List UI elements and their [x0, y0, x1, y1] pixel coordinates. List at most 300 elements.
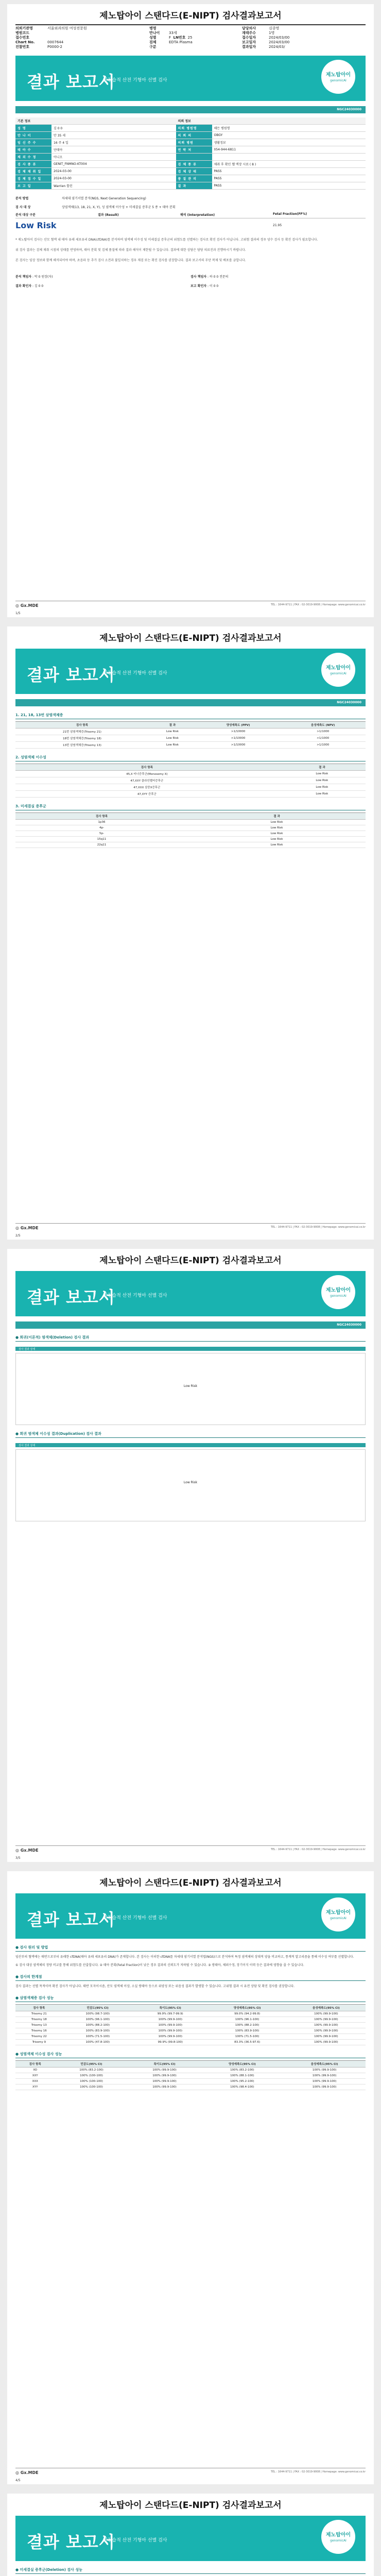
table-cell: 100% (99.9-100) — [128, 2067, 201, 2073]
footer-logo: ◎ Gx.MDE — [15, 1226, 39, 1230]
logo-line1: 제노탑아이 — [325, 72, 351, 78]
table-cell: 100% (83.2-100) — [55, 2067, 128, 2073]
report-title: 제노탑아이 스탠다드(E-NIPT) 검사결과보고서 — [99, 633, 282, 643]
table-cell: 47,XXX 삼중X증후군 — [15, 784, 279, 791]
table-cell: XYY — [15, 2084, 55, 2090]
sheet — [7, 2494, 374, 2576]
table-cell: 100% (99.9-100) — [133, 2017, 208, 2023]
page-number: 1/5 — [15, 612, 21, 615]
table-cell: 100% (88.2-100) — [208, 2023, 287, 2028]
field-label: 태 아 수 — [15, 146, 51, 154]
footer — [15, 601, 366, 608]
field-label: 검 체 종 류 — [176, 161, 212, 168]
result-banner — [15, 1893, 366, 1939]
table-cell: 99.9% (99.7-99.9) — [133, 2011, 208, 2017]
reviewer-value: 하 0 0 전문의 — [209, 275, 229, 279]
banner-title: 결과 보고서 — [27, 1287, 115, 1307]
field-value: 생활정보 — [212, 139, 366, 146]
logo-line2: genomicAI — [330, 79, 347, 82]
table-header-row — [15, 722, 366, 728]
table-cell: 100% (99.9-100) — [133, 2023, 208, 2028]
field-value: 16 주 4 일 — [51, 139, 176, 146]
deletion-perf-title: ● 미세결실 증후군(Deletion) 검사 성능 — [15, 2567, 366, 2574]
table-cell: Low Risk — [149, 735, 196, 742]
table-cell: 100% (47.8-100) — [63, 2040, 133, 2045]
table-cell: 100% (100-100) — [55, 2084, 128, 2090]
report-page-1 — [0, 0, 381, 622]
table-header-row — [15, 2005, 366, 2011]
table-cell: 100% (98.7-100) — [63, 2011, 133, 2017]
result-banner — [15, 1271, 366, 1316]
table-cell: Trisomy 13 — [15, 2023, 63, 2028]
banner-subtitle: 비침습적 산전 기형아 선별 검사 — [103, 671, 167, 676]
report-title: 제노탑아이 스탠다드(E-NIPT) 검사결과보고서 — [99, 2500, 282, 2511]
column-header: 결 과 — [149, 722, 196, 728]
ga-value: 1명 — [269, 31, 275, 35]
method-section-title: ● 검사 원리 및 방법 — [15, 1945, 366, 1952]
chart-no-value: 0007644 — [47, 40, 64, 44]
table-row — [15, 2084, 366, 2090]
table-cell: 99.9% (99.8-100) — [133, 2040, 208, 2045]
result-col4: Fetal Fraction(FF%) — [273, 212, 307, 216]
logo-line2: genomicAI — [330, 1917, 347, 1920]
footer — [15, 2468, 366, 2475]
trisomy-table — [15, 721, 366, 749]
genomicai-logo-icon — [321, 1275, 355, 1309]
table-cell: 100% (99.9-100) — [283, 2079, 366, 2084]
sheet — [7, 1871, 374, 2484]
age-label: 만나이 — [149, 31, 160, 35]
table-cell: 100% (99.9-100) — [287, 2034, 366, 2040]
field-label: 검 체 채 취 일 — [15, 168, 51, 175]
deletion-section-title: ● 희귀(이론적) 염색체(Deletion) 검사 결과 — [15, 1335, 366, 1342]
paragraph-3: 본 검사는 임상 정보와 함께 해석되어야 하며, 초음파 등 추가 검사 소견과 불일치하는 경우 재검 또는 확진 검사를 권장합니다. 결과 보고서의 무단 복제 및 배포를 금합니다. — [15, 259, 246, 262]
field-label: 검 사 종 류 — [15, 161, 51, 168]
header-info — [15, 24, 366, 50]
banner-title: 결과 보고서 — [27, 665, 115, 685]
signer1-value: 김 0 0 — [34, 284, 44, 288]
field-value: GENIT_FNMNO-KT004 — [51, 161, 176, 168]
pid-label: 병원코드 — [15, 31, 30, 35]
table-cell: 100% (83.9-100) — [63, 2028, 133, 2034]
sex-value: F — [169, 36, 171, 40]
limitation-body: 검사 결과는 선별 목적이며 확진 검사가 아닙니다. 태반 모자이시즘, 산모 염색체 이상, 소실 쌍태아 등으로 위양성 또는 위음성 결과가 발생할 수 있습니다. 고위험 결과 시 유전 상담 및 확진 검사를 권장합니다. — [15, 1985, 295, 1988]
table-row — [15, 2023, 366, 2028]
table-cell: 100% (71.5-100) — [63, 2034, 133, 2040]
logo-line2: genomicAI — [330, 672, 347, 675]
logo-line2: genomicAI — [330, 1294, 347, 1298]
table-cell: Trisomy 21 — [15, 2011, 63, 2017]
signer1-label: 결과 확인자 — [15, 284, 32, 288]
target-value: 상염색체(13, 18, 21, X, Y), 성 염색체 이수성 + 미세결실 증후군 5 종 + 태아 분획 — [62, 206, 176, 209]
field-value: 만 35 세 — [51, 132, 176, 139]
table-row — [15, 831, 366, 837]
table-cell: >1/1000 — [280, 735, 366, 742]
footer-logo: ◎ Gx.MDE — [15, 603, 39, 608]
table-cell: 15q11 — [15, 837, 188, 842]
table-row — [15, 735, 366, 742]
banner-subtitle: 비침습적 산전 기형아 선별 검사 — [103, 78, 167, 83]
table-row — [15, 175, 366, 182]
table-cell: Low Risk — [149, 742, 196, 749]
banner-title: 결과 보고서 — [27, 2532, 115, 2552]
table-row — [15, 825, 366, 831]
table-header-row — [15, 813, 366, 820]
specimen-label: 검체 — [149, 40, 157, 44]
table-cell: 47,XXY 클라인펠터증후군 — [15, 777, 279, 784]
table-row — [15, 2040, 366, 2045]
table-cell: 100% (95.2-100) — [201, 2079, 284, 2084]
field-value — [212, 154, 366, 161]
table-cell: Trisomy 18 — [15, 2017, 63, 2023]
table-header-row — [15, 2061, 366, 2067]
table-cell: 5p- — [15, 831, 188, 837]
table-cell: 100% (100-100) — [55, 2073, 128, 2079]
field-label: 만 나 이 — [15, 132, 51, 139]
result-date-label: 결과일자 — [242, 45, 256, 49]
table-cell: >1/10000 — [196, 742, 281, 749]
paragraph-2: 위 검사 결과는 검체 채취 시점의 상태를 반영하며, 태아 분획 및 검체 품질에 따라 결과 해석이 제한될 수 있습니다. 결과에 대한 상담은 담당 의료진과 진행하시기 바랍니다. — [15, 248, 246, 252]
column-header: 검사 항목 — [15, 2005, 63, 2011]
table-row — [15, 784, 366, 791]
table-header-cell — [212, 117, 366, 125]
column-header: 음성예측도(95% CI) — [287, 2005, 366, 2011]
column-header: 검사 항목 — [15, 813, 188, 820]
table-row — [15, 2011, 366, 2017]
field-value: 채취 후 확인 헬 액장 시료 ( 8 ) — [212, 161, 366, 168]
table-cell: >1/10000 — [196, 728, 281, 735]
table-cell: 13번 삼염색체증(Trisomy 13) — [15, 742, 149, 749]
method-value: 차세대 염기서열 분석(NGS, Next Generation Sequencing) — [62, 197, 146, 200]
table-cell: 100% (99.9-100) — [133, 2034, 208, 2040]
trisomy-perf-table — [15, 2004, 366, 2045]
ln-value: 25 — [187, 36, 193, 40]
column-header: 양성예측도 (PPV) — [196, 722, 281, 728]
section-bar: NGC24030000 — [15, 699, 366, 706]
table-header-row — [15, 764, 366, 771]
footer — [15, 1223, 366, 1230]
table-row — [15, 2017, 366, 2023]
table-cell: 100% (99.9-100) — [283, 2084, 366, 2090]
table-cell: Low Risk — [279, 791, 366, 798]
duplication-section-title: ● 희귀 염색체 이수성 결과(Duplication) 검사 결과 — [15, 1431, 366, 1438]
column-header: 검사 항목 — [15, 764, 279, 771]
hospital-value: 서울외과의원 여성전문원 — [47, 26, 87, 30]
table-cell: 99.0% (94.2-99.8) — [208, 2011, 287, 2017]
table-cell: 100% (96.1-100) — [63, 2017, 133, 2023]
table-cell: 100% (99.9-100) — [283, 2073, 366, 2079]
footer-address: TEL : 1644-9711 | FAX : 02-3019-9008 | Homepage: www.genomicai.co.kr — [270, 603, 366, 606]
results-block — [15, 194, 366, 232]
table-row — [15, 820, 366, 825]
table-cell: 100% (99.9-100) — [287, 2023, 366, 2028]
method-body-2: ① 검사 대상 염색체의 정량 비교를 통해 위험도를 산출합니다. ② 태아 분획(Fetal Fraction)이 낮은 경우 결과의 신뢰도가 저하될 수 있습니다. ③ 쌍태아, 체외수정, 장기이식 이력 등은 결과에 영향을 줄 수 있습니다. — [15, 1963, 304, 1967]
signer2-label: 보고 확인자 — [190, 284, 207, 288]
footer-logo: ◎ Gx.MDE — [15, 2470, 39, 2475]
column-header: 양성예측도(95% CI) — [201, 2061, 284, 2067]
table-cell: 100% (99.9-100) — [128, 2079, 201, 2084]
field-label: 검 체 상 태 — [176, 168, 212, 175]
field-value: PASS — [212, 182, 366, 190]
method-label: 분석 방법 — [15, 197, 29, 200]
table-cell: Low Risk — [188, 820, 366, 825]
table-cell: 100% (100-100) — [55, 2079, 128, 2084]
column-header: 민감도(95% CI) — [55, 2061, 128, 2067]
sample-label: 접수번호 — [15, 36, 30, 40]
trisomy-perf-title: ● 삼염색체증 검사 성능 — [15, 1995, 366, 2002]
result-banner — [15, 2516, 366, 2561]
table-cell: 21번 삼염색체증(Trisomy 21) — [15, 728, 149, 735]
result-banner — [15, 649, 366, 694]
table-cell: Low Risk — [279, 771, 366, 777]
report-page-3 — [0, 1245, 381, 1867]
table-row — [15, 2034, 366, 2040]
column-header: 음성예측도 (NPV) — [280, 722, 366, 728]
table-cell: 47,XYY 증후군 — [15, 791, 279, 798]
field-label — [176, 154, 212, 161]
table-cell: >1/10000 — [196, 735, 281, 742]
table-header-cell — [51, 117, 176, 125]
table-cell: Low Risk — [188, 842, 366, 848]
genomicai-logo-icon — [321, 1897, 355, 1931]
signer2-value: 이 0 0 — [209, 284, 219, 288]
table-cell: 100% (99.9-100) — [287, 2017, 366, 2023]
genomicai-logo-icon — [321, 60, 355, 94]
sheet — [7, 626, 374, 1240]
field-value: 2024-03-00 — [51, 175, 176, 182]
table-cell: 100% (88.1-100) — [201, 2073, 284, 2079]
column-header: 검사 항목 — [15, 2061, 55, 2067]
table-row — [15, 132, 366, 139]
sex-chrom-section-title: 2. 성염색체 이수성 — [15, 755, 366, 761]
table-cell: 83.3% (36.5-97.6) — [208, 2040, 287, 2045]
field-label: 성 명 — [15, 125, 51, 132]
table-cell: 100% (99.9-100) — [133, 2028, 208, 2034]
table-header-cell: 의뢰 정보 — [176, 117, 212, 125]
field-value: 해든 병원명 — [212, 125, 366, 132]
page-number: 3/5 — [15, 1856, 21, 1860]
banner-title: 결과 보고서 — [27, 1910, 115, 1929]
id-label: 진찰번호 — [15, 45, 30, 49]
field-label: 품 질 관 리 — [176, 175, 212, 182]
table-header-cell: 기본 정보 — [15, 117, 51, 125]
limitation-section-title: ● 검사의 한계점 — [15, 1974, 366, 1981]
footer — [15, 1845, 366, 1853]
column-header: 결 과 — [279, 764, 366, 771]
column-header: 특이도(95% CI) — [133, 2005, 208, 2011]
field-label: 체 외 수 정 — [15, 154, 51, 161]
table-cell: 100% (99.9-100) — [128, 2073, 201, 2079]
field-value: 아니오 — [51, 154, 176, 161]
deletion-box-title: 검사 결과 상세 — [15, 1347, 366, 1351]
field-label: 연 락 처 — [176, 146, 212, 154]
hospital-label: 의뢰기관명 — [15, 26, 33, 30]
banner-subtitle: 비침습적 산전 기형아 선별 검사 — [103, 1293, 167, 1298]
table-cell: 22q11 — [15, 842, 188, 848]
table-cell: XO — [15, 2067, 55, 2073]
table-cell: Trisomy 22 — [15, 2034, 63, 2040]
table-cell: 1p36 — [15, 820, 188, 825]
sheet — [7, 4, 374, 617]
chart-label: 병명 — [149, 26, 157, 30]
result-col3: 해석 (Interpretation) — [180, 213, 215, 217]
recv-label: 접수일자 — [242, 36, 256, 40]
paragraph-1: * 제노탑아이 검사는 산모 혈액 내 태아 유래 세포유리 DNA(cfDNA)를 분석하여 염색체 이수성 및 미세결실 증후군의 위험도를 선별하는 검사로 확진 검사가 아닙니다. 고위험 결과의 경우 양수 검사 등 확진 검사가 필요합니다. — [15, 238, 318, 242]
table-row — [15, 146, 366, 154]
table-row — [15, 139, 366, 146]
section-bar: NGC24030000 — [15, 1321, 366, 1329]
method-body-1: 임산부의 혈액에는 태반으로부터 유래한 cfDNA(태아 유래 세포유리 DNA)가 존재합니다. 본 검사는 이러한 cfDNA를 차세대 염기서열 분석법(NGS)으로 분석하여 특정 염색체의 상대적 양을 비교하고, 통계적 알고리즘을 통해 이수성 여부를 선별합니다. — [15, 1955, 354, 1959]
table-row — [15, 791, 366, 798]
table-row — [15, 842, 366, 848]
column-header: 특이도(95% CI) — [128, 2061, 201, 2067]
table-cell: 18번 삼염색체증(Trisomy 18) — [15, 735, 149, 742]
table-cell: Low Risk — [279, 777, 366, 784]
trisomy-section-title: 1. 21, 18, 13번 삼염색체증 — [15, 713, 366, 719]
result-date-value: 2024/03/ — [269, 45, 285, 49]
signature-block: 분석 책임자 : 박 0 원장(자) 결과 확인자 : 김 0 0 검사 책임자 : 하 0 0 전문의 보고 확인자 : 이 0 0 — [15, 275, 229, 288]
footer-logo: ◎ Gx.MDE — [15, 1848, 39, 1853]
field-label: 의 뢰 의 — [176, 132, 212, 139]
page-number: 2/5 — [15, 1234, 21, 1238]
logo-line2: genomicAI — [330, 2539, 347, 2543]
result-col1: 분석 대상 구분 — [15, 213, 36, 217]
table-row — [15, 154, 366, 161]
field-value: Warrien 툴린 — [51, 182, 176, 190]
sheet — [7, 1249, 374, 1862]
sex-perf-table — [15, 2060, 366, 2090]
field-value: 단태아 — [51, 146, 176, 154]
table-header-row — [15, 117, 366, 125]
table-cell: 100% (71.5-100) — [208, 2034, 287, 2040]
table-cell: 100% (83.2-100) — [201, 2067, 284, 2073]
genomicai-logo-icon — [321, 653, 355, 687]
table-cell: 100% (99.9-100) — [128, 2084, 201, 2090]
ga-label: 재태주수 — [242, 31, 256, 35]
logo-line1: 제노탑아이 — [325, 2532, 351, 2538]
doctor-label: 담당의사 — [242, 26, 256, 30]
target-label: 검 사 대 상 — [15, 206, 31, 209]
table-row — [15, 2067, 366, 2073]
column-header: 결 과 — [188, 813, 366, 820]
banner-subtitle: 비침습적 산전 기형아 선별 검사 — [103, 2538, 167, 2543]
table-cell: Trisomy 16 — [15, 2028, 63, 2034]
table-row — [15, 161, 366, 168]
analyst-label: 분석 책임자 — [15, 275, 32, 279]
microdeletion-table — [15, 812, 366, 848]
column-header: 음성예측도(95% CI) — [283, 2061, 366, 2067]
microdeletion-section-title: 3. 미세결실 증후군 — [15, 804, 366, 810]
table-cell: 100% (88.2-100) — [63, 2023, 133, 2028]
footer-address: TEL : 1644-9711 | FAX : 02-3019-9008 | Homepage: www.genomicai.co.kr — [270, 2470, 366, 2473]
logo-line1: 제노탑아이 — [325, 665, 351, 671]
field-value: 054-944-6811 — [212, 146, 366, 154]
ln-label: LN번호 — [173, 36, 186, 40]
footer-address: TEL : 1644-9711 | FAX : 02-3019-9008 | Homepage: www.genomicai.co.kr — [270, 1226, 366, 1229]
report-title: 제노탑아이 스탠다드(E-NIPT) 검사결과보고서 — [99, 1878, 282, 1888]
report-page-4 — [0, 1867, 381, 2489]
logo-line1: 제노탑아이 — [325, 1287, 351, 1293]
report-title: 제노탑아이 스탠다드(E-NIPT) 검사결과보고서 — [99, 1256, 282, 1266]
table-row — [15, 125, 366, 132]
table-cell: Low Risk — [188, 825, 366, 831]
deletion-result: Low Risk — [15, 1353, 366, 1425]
table-row — [15, 742, 366, 749]
patient-table — [15, 117, 366, 190]
field-label: 의뢰 병원 — [176, 139, 212, 146]
table-row — [15, 168, 366, 175]
field-value: OBGY — [212, 132, 366, 139]
duplication-box-title: 검사 결과 상세 — [15, 1443, 366, 1447]
table-cell: XXY — [15, 2073, 55, 2079]
duplication-result: Low Risk — [15, 1449, 366, 1521]
table-cell: Low Risk — [188, 831, 366, 837]
report-date-value: 2024/03/00 — [269, 40, 290, 44]
field-value: PASS — [212, 168, 366, 175]
table-cell: 100% (99.9-100) — [287, 2028, 366, 2034]
result-banner — [15, 56, 366, 101]
fetal-fraction-value: 21.95 — [273, 224, 282, 227]
table-cell: 100% (99.9-100) — [287, 2040, 366, 2045]
table-row — [15, 182, 366, 190]
report-title: 제노탑아이 스탠다드(E-NIPT) 검사결과보고서 — [99, 11, 282, 21]
table-row — [15, 728, 366, 735]
sex-label: 성별 — [149, 36, 157, 40]
report-page-2 — [0, 622, 381, 1245]
table-cell: XXX — [15, 2079, 55, 2084]
table-row — [15, 837, 366, 842]
analyst-value: 박 0 원장(자) — [34, 275, 53, 279]
field-label: 의뢰 병원명 — [176, 125, 212, 132]
sex-chrom-table — [15, 764, 366, 798]
specimen-value: EDTA Plasma — [169, 40, 193, 44]
field-value: 2024-03-00 — [51, 168, 176, 175]
genomicai-logo-icon — [321, 2520, 355, 2554]
table-cell: 45,X 터너증후군(Monosomy X) — [15, 771, 279, 777]
table-cell: Trisomy 9 — [15, 2040, 63, 2045]
report-date-label: 보고일자 — [242, 40, 256, 44]
table-cell: Low Risk — [279, 784, 366, 791]
id-value: P0000-2 — [47, 45, 63, 49]
table-cell: >1/1000 — [280, 742, 366, 749]
result-summary: Low Risk — [15, 221, 57, 230]
banner-title: 결과 보고서 — [27, 72, 115, 92]
table-cell: Low Risk — [149, 728, 196, 735]
page-number: 4/5 — [15, 2479, 21, 2482]
result-col2: 결과 (Result) — [98, 213, 119, 217]
table-cell: >1/1000 — [280, 728, 366, 735]
table-cell: 4p- — [15, 825, 188, 831]
recv-value: 2024/03/00 — [269, 36, 290, 40]
reviewer-label: 검사 책임자 — [190, 275, 207, 279]
table-row — [15, 2079, 366, 2084]
table-row — [15, 2073, 366, 2079]
column-header: 양성예측도(95% CI) — [208, 2005, 287, 2011]
table-cell: 100% (96.1-100) — [208, 2017, 287, 2023]
column-header: 검사 항목 — [15, 722, 149, 728]
section-bar: NGC24030000 — [15, 106, 366, 113]
report-page-5 — [0, 2489, 381, 2576]
table-cell: 100% (98.4-100) — [201, 2084, 284, 2090]
type-label: 구분 — [149, 45, 157, 49]
table-cell: 100% (99.9-100) — [283, 2067, 366, 2073]
field-label: 보 고 일 — [15, 182, 51, 190]
field-label: 임 신 주 수 — [15, 139, 51, 146]
column-header: 민감도(95% CI) — [63, 2005, 133, 2011]
table-row — [15, 2028, 366, 2034]
age-value: 33세 — [169, 31, 177, 35]
field-label: 검 체 접 수 일 — [15, 175, 51, 182]
